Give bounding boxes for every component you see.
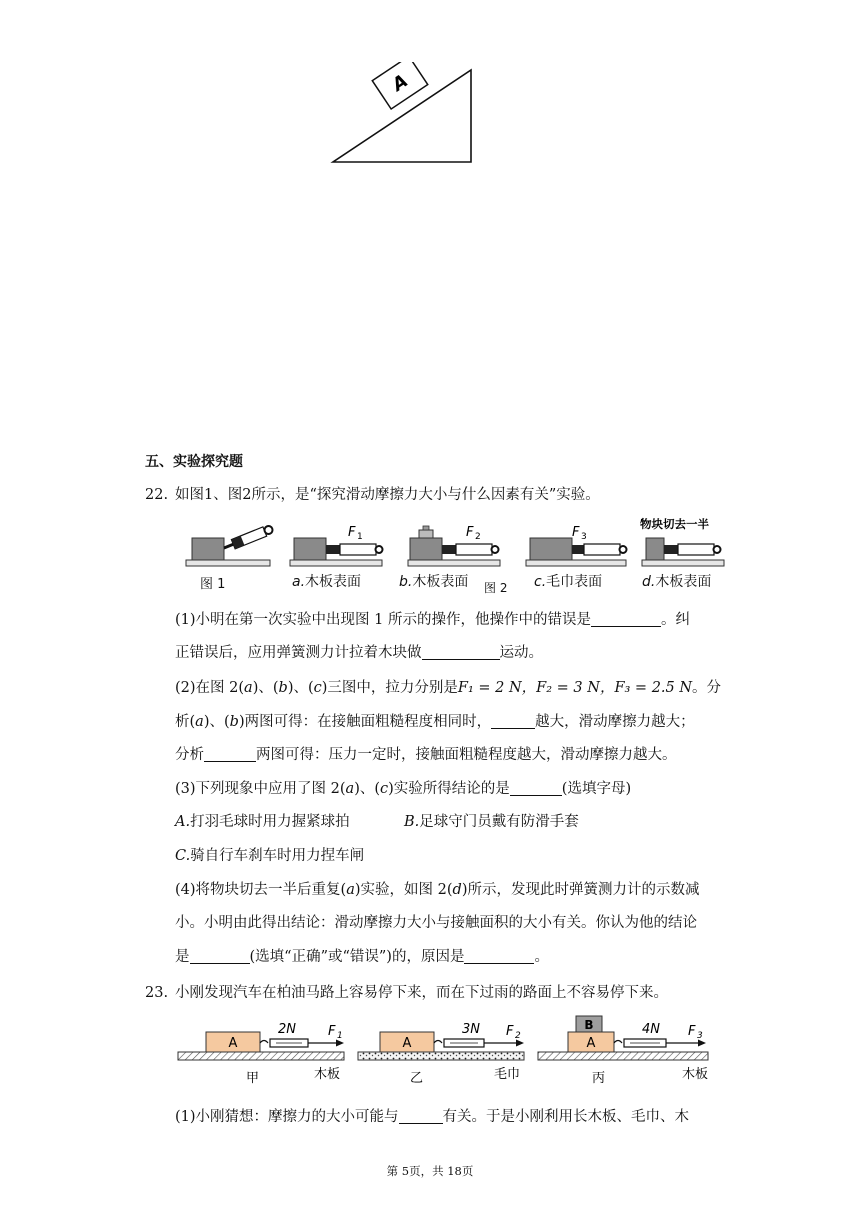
fig-c-block [530,538,572,560]
q22-option-a-text: 打羽毛球时用力握紧球拍 [190,814,350,830]
fig-d-meter-ring [714,546,721,553]
fig-d-block [646,538,664,560]
fig-d-caption [642,571,711,591]
page-footer: 第 5页，共 18页 [386,1164,474,1178]
fig1-board [186,560,270,566]
fig2-caption: 图 2 [484,581,508,595]
fig-c-meter-ring [620,546,627,553]
yi-caption: 乙 [410,1071,424,1084]
q22-part2-line3 [175,745,677,765]
yi-board [358,1052,524,1060]
q22-p2-text-c: )、( [287,680,314,696]
yi-force-value: 3N [462,1022,480,1037]
fig-a-block [294,538,326,560]
q22-p2-text-l: 两图可得：压力一定时，接触面粗糙程度越大，滑动摩擦力越大。 [256,747,677,763]
q22-p4-text-b: )实验，如图 2( [354,882,453,898]
fig-c-force-F: F [572,525,580,540]
q22-p3-text-d: (选填字母) [561,781,632,797]
q22-blank-4[interactable] [204,746,256,762]
q22-p2-text-g: 析( [175,714,196,730]
q22-option-a-letter: A. [175,814,191,830]
q22-option-c [175,846,364,866]
fig-a-text: 木板表面 [305,574,362,590]
q22-p1-text-a: (1)小明在第一次实验中出现图 1 所示的操作，他操作中的错误是 [175,612,591,628]
q22-blank-3[interactable] [491,713,535,729]
q22-blank-2[interactable] [422,644,500,660]
q22-part2-line2 [175,712,695,732]
q22-part1-line1 [175,610,690,630]
fig-d-meter-body [678,544,714,555]
bing-force-sub: 3 [697,1031,703,1041]
q22-p1-text-d: 运动。 [499,645,543,661]
q23-figure [176,1012,716,1084]
fig-b-block [410,538,442,560]
q23-blank-1[interactable] [399,1108,443,1124]
fig-a-meter-body [340,544,376,555]
q22-p2-var-a: a [244,680,253,696]
fig1-caption: 图 1 [200,577,226,592]
yi-surface: 毛巾 [494,1067,521,1082]
fig-b-force-sub: 2 [475,532,481,542]
jia-caption: 甲 [246,1071,260,1084]
jia-force-value: 2N [278,1022,296,1037]
fig-b-meter-ring [492,546,499,553]
fig-b-caption [399,571,468,591]
q22-p2-var-b: b [278,680,288,696]
fig-a-meter-ring [376,546,383,553]
q22-option-b [404,812,579,832]
q22-part3 [175,779,631,799]
fig-b-weight-knob [423,526,429,530]
fig-a-caption [292,571,361,591]
fig-b-letter: b. [399,574,413,590]
q23-p1-text-b: 有关。于是小刚利用长木板、毛巾、木 [442,1109,690,1125]
incline-figure [325,62,485,168]
q22-blank-6[interactable] [190,948,250,964]
q22-p2-var-c: c [313,680,322,696]
q22-number: 22. [145,487,169,503]
jia-surface: 木板 [314,1067,341,1082]
q23-part1 [175,1107,689,1127]
q22-p2-var-g: a [195,714,204,730]
section-title: 五、实验探究题 [145,454,243,470]
q22-p2-text-k: 分析 [175,747,204,763]
fig1-hook [223,543,233,550]
q22-p3-text-a: (3)下列现象中应用了图 2( [175,781,346,797]
q23-intro: 小刚发现汽车在柏油马路上容易停下来，而在下过雨的路面上不容易停下来。 [175,985,668,1001]
fig-b-force-F: F [466,525,474,540]
q22-blank-5[interactable] [510,780,562,796]
q22-p2-text-i: )两图可得：在接触面粗糙程度相同时， [238,714,492,730]
q22-p2-text-b: )、( [252,680,279,696]
q22-p3-text-c: )实验所得结论的是 [388,781,510,797]
q22-part4-line1 [175,880,699,900]
fig-a-force-F: F [348,525,356,540]
yi-block-label: A [402,1036,412,1051]
fig-b-text: 木板表面 [412,574,469,590]
q22-blank-1[interactable] [591,611,661,627]
fig-b-weight [419,530,433,538]
fig-b-meter-body [456,544,492,555]
fig1-block [192,538,224,560]
q22-p2-text-d: )三图中，拉力分别是 [321,680,458,696]
yi-force-F: F [506,1024,514,1039]
q22-p3-text-b: )、( [354,781,381,797]
jia-force-sub: 1 [337,1031,343,1041]
q22-p1-text-c: 正错误后，应用弹簧测力计拉着木块做 [175,645,422,661]
jia-block-label: A [228,1036,238,1051]
q22-blank-7[interactable] [464,948,534,964]
q22-p2-forces: F₁ = 2 N，F₂ = 3 N，F₃ = 2.5 N [457,680,693,696]
q22-p4-text-c: )所示，发现此时弹簧测力计的示数减 [461,882,700,898]
fig-d-letter: d. [642,574,656,590]
fig-d-text: 木板表面 [655,574,712,590]
q22-intro: 如图1、图2所示，是“探究滑动摩擦力大小与什么因素有关”实验。 [175,487,600,503]
bing-caption: 丙 [592,1071,606,1084]
bing-force-value: 4N [642,1022,660,1037]
q22-p2-text-a: (2)在图 2( [175,680,245,696]
q22-p2-text-h: )、( [203,714,230,730]
block-a-label: A [388,70,412,96]
q22-p3-var-c: c [380,781,389,797]
q22-p2-text-j: 越大，滑动摩擦力越大； [535,714,695,730]
q22-p4-text-a: (4)将物块切去一半后重复( [175,882,347,898]
q22-p1-text-b: 。纠 [660,612,690,628]
q22-option-c-text: 骑自行车刹车时用力捏车闸 [190,848,365,864]
q22-p4-text-e: 是 [175,949,190,965]
q22-p4-text-f: (选填“正确”或“错误”)的，原因是 [249,949,465,965]
fig-a-force-sub: 1 [357,532,363,542]
fig-b-board [408,560,500,566]
q23-number: 23. [145,985,169,1001]
bing-board [538,1052,708,1060]
q22-option-b-text: 足球守门员戴有防滑手套 [419,814,579,830]
jia-board [178,1052,344,1060]
fig-c-letter: c. [534,574,547,590]
bing-force-F: F [688,1024,696,1039]
fig-c-meter-body [584,544,620,555]
fig-d-cut-label: 物块切去一半 [640,517,709,531]
bing-block-b-label: B [584,1018,594,1032]
yi-hook [434,1041,442,1044]
q22-p4-text-g: 。 [534,949,549,965]
fig-a-board [290,560,382,566]
q22-part4-line3 [175,947,549,967]
q22-part4-line2: 小。小明由此得出结论：滑动摩擦力大小与接触面积的大小有关。你认为他的结论 [175,915,697,931]
jia-hook [260,1041,268,1044]
q22-part2-line1 [175,678,721,698]
q22-p4-var-d: d [452,882,462,898]
q22-option-a [175,812,350,832]
q22-part1-line2 [175,643,543,663]
fig-a-letter: a. [292,574,306,590]
bing-block-a-label: A [586,1036,596,1051]
bing-surface: 木板 [682,1067,709,1082]
q23-p1-text-a: (1)小刚猜想：摩擦力的大小可能与 [175,1109,399,1125]
q22-p2-var-h: b [229,714,239,730]
jia-force-F: F [328,1024,336,1039]
fig-c-board [526,560,626,566]
fig-c-text: 毛巾表面 [546,574,603,590]
fig-c-caption [534,571,602,591]
fig-d-board [642,560,724,566]
yi-force-sub: 2 [515,1031,521,1041]
fig-c-force-sub: 3 [581,532,587,542]
q22-p2-text-f: 。分 [692,680,722,696]
q22-p4-var-a: a [346,882,355,898]
q22-option-b-letter: B. [404,814,420,830]
q22-option-c-letter: C. [175,848,191,864]
bing-hook [614,1041,622,1044]
q22-p3-var-a: a [345,781,355,797]
